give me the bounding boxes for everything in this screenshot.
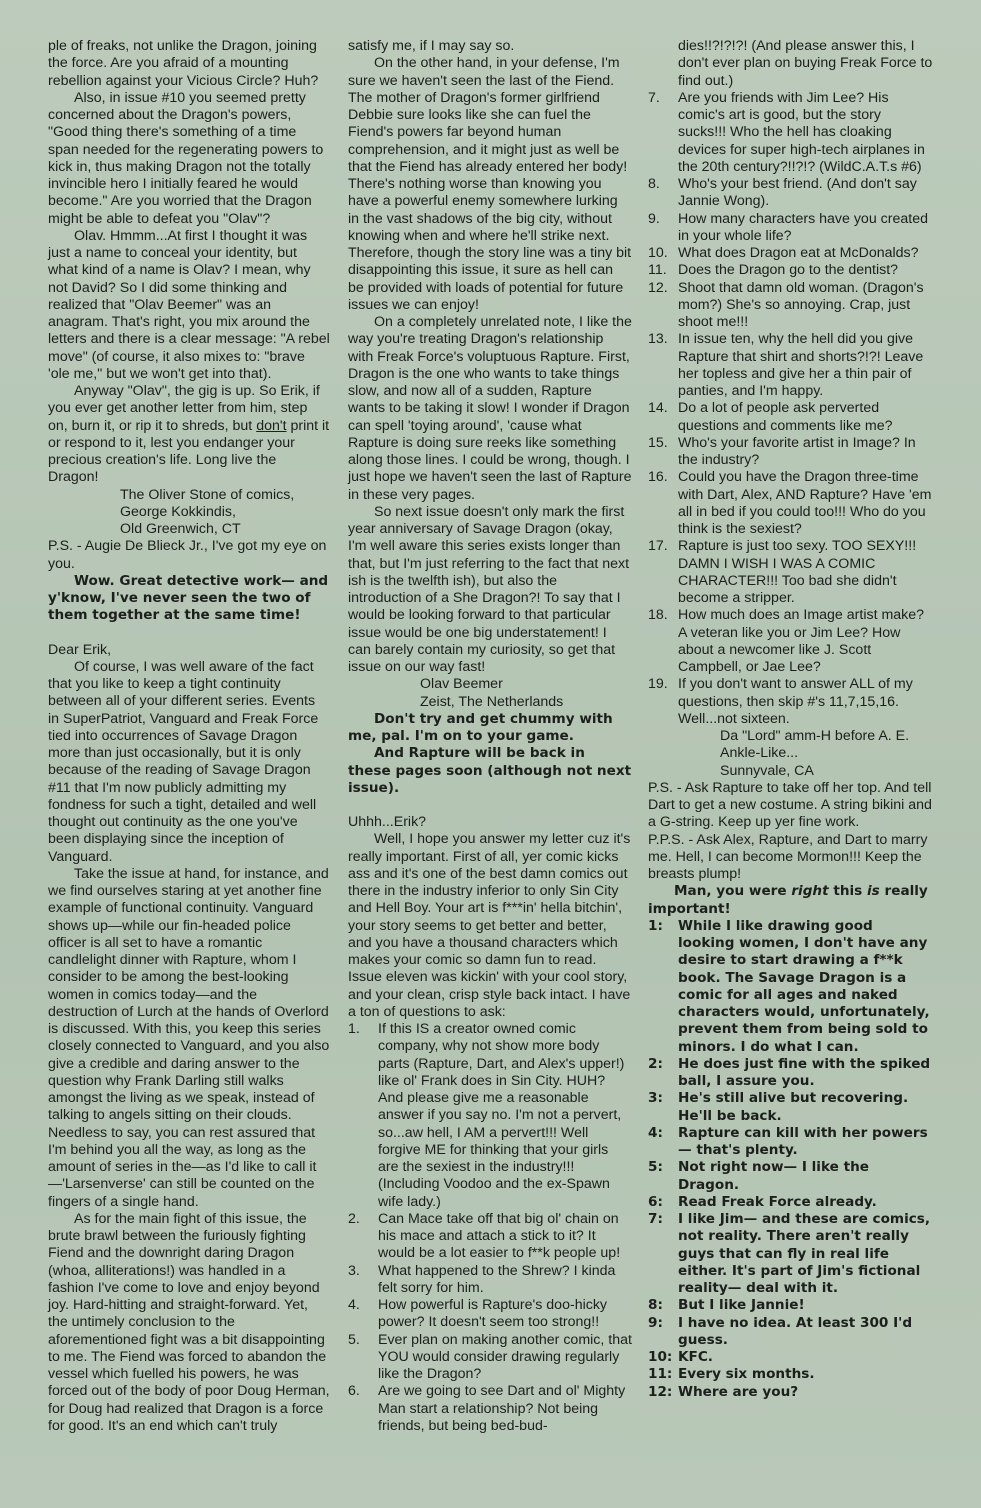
item-text: Read Freak Force already. <box>678 1193 877 1210</box>
item-number: 2: <box>648 1055 663 1072</box>
letter-paragraph: As for the main fight of this issue, the brute brawl between the furiously fighting Fiend and the downright daring Dragon (whoa, alliterations!) was handled in a fashion I've come to love and enjoy beyond joy. Hard-hitting and straight-forward. Yet, the untimely conclusion to the aforementioned fight was a bit disappointing to me. The Fiend was forced to abandon the vessel which fuelled his powers, he was forced out of the body of poor Doug Herman, for Doug had realized that Dragon is a force for good. It's an end which can't truly <box>48 1210 330 1434</box>
list-item <box>648 1159 933 1194</box>
list-item <box>648 90 933 176</box>
letter-paragraph <box>48 383 330 487</box>
list-item <box>648 280 933 332</box>
list-item <box>648 1211 933 1297</box>
list-item <box>648 676 933 728</box>
item-number: 6. <box>348 1383 360 1400</box>
letter-paragraph: Of course, I was well aware of the fact that you like to keep a tight continuity between all of your different series. Events in SuperPatriot, Vanguard and Freak Force tied into occurrences of Savage Dragon more than just occasionally, but it is only because of the reading of Savage Dragon #11 that I'm now publicly admitting my fondness for such a tight, detailed and well thought out continuity as the one you've been displaying since the inception of Vanguard. <box>48 658 319 865</box>
postscript: P.S. - Augie De Blieck Jr., I've got my eye on you. <box>48 538 327 572</box>
item-text: Every six months. <box>678 1366 815 1383</box>
text-run: this <box>833 883 863 900</box>
list-item <box>648 245 933 262</box>
item-text: But I like Jannie! <box>678 1297 805 1314</box>
item-text: How powerful is Rapture's doo-hicky power? It doesn't seem too strong!! <box>378 1297 608 1331</box>
signature-location: Zeist, The Netherlands <box>420 693 564 710</box>
list-item <box>648 918 933 1056</box>
item-text: Are we going to see Dart and ol' Mighty Man start a relationship? Not being friends, but being bed-bud- <box>378 1383 626 1434</box>
item-text: Rapture is just too sexy. TOO SEXY!!! DAMN I WISH I WAS A COMIC CHARACTER!!! Too bad she didn't become a stripper. <box>678 538 917 606</box>
list-item <box>348 1383 632 1435</box>
list-item <box>348 1297 632 1332</box>
item-number: 11: <box>648 1366 673 1383</box>
list-item <box>648 331 933 400</box>
letter-paragraph: So next issue doesn't only mark the first year anniversary of Savage Dragon (okay, I'm well aware this series exists longer than that, but I'm just referring to the fact that next ish is the twelfth ish), but also the introduction of a She Dragon?! To say that I would be looking forward to that particular issue would be one big understatement! I can barely contain my curiosity, so get that issue on our way fast! <box>348 503 630 675</box>
item-number: 11. <box>648 262 667 279</box>
item-text: Who's your best friend. (And don't say Jannie Wong). <box>678 176 917 210</box>
signature-line: Ankle-Like... <box>720 745 799 762</box>
question-list <box>348 1021 632 1435</box>
postscript: P.P.S. - Ask Alex, Rapture, and Dart to marry me. Hell, I can become Mormon!!! Keep the breasts plump! <box>648 831 928 882</box>
list-item <box>348 1332 632 1384</box>
item-text: While I like drawing good looking women, I don't have any desire to start drawing a f**k book. The Savage Dragon is a comic for all ages and naked characters would, unfortunately, prevent them from being sold to minors. I do what I can. <box>678 917 930 1055</box>
text-run: Anyway "Olav", the gig is up. So Erik, if you ever get another letter from him, step on, burn it, or rip it to shreds, but <box>48 383 320 434</box>
list-item <box>648 211 933 246</box>
list-item <box>648 1384 933 1401</box>
item-number: 7: <box>648 1211 663 1227</box>
item-number: 19. <box>648 676 668 693</box>
column-1 <box>48 38 330 1435</box>
item-number: 5: <box>648 1159 663 1176</box>
signature-line: The Oliver Stone of comics, <box>120 486 295 503</box>
item-number: 15. <box>648 434 668 451</box>
item-number: 10. <box>648 245 668 261</box>
item-number: 8: <box>648 1297 663 1314</box>
item-number: 9. <box>648 210 660 227</box>
list-item <box>648 1090 933 1125</box>
item-number: 9: <box>648 1314 663 1331</box>
answer-list <box>648 918 933 1401</box>
letter-paragraph: Take the issue at hand, for instance, and we find ourselves staring at yet another fine example of functional continuity. Vanguard shows up—while our fin-headed police officer is all set to have a romantic candlelight dinner with Rapture, whom I consider to be among the best-looking women in comics today—and the destruction of Lurch at the hands of Overlord is discussed. With this, you keep this series closely connected to Vanguard, and you also give a credible and daring answer to the question why Frank Darling still walks amongst the living as we speak, instead of talking to angels sitting on their clouds. Needless to say, you can rest assured that I'm behind you all the way, as long as the amount of series in the—as I'd like to call it—'Larsenverse' can still be counted on the fingers of a single hand. <box>48 865 330 1210</box>
item-number: 7. <box>648 89 660 106</box>
item-number: 18. <box>648 607 668 624</box>
underlined-word: don't <box>256 417 287 434</box>
letter-paragraph: Well, I hope you answer my letter cuz it's really important. First of all, yer comic kicks ass and it's one of the best damn comics out there in the industry inferior to only Sin City and Hell Boy. Your art is f***in' hella bitchin', your story seems to get better and better, and you have a thousand characters which makes your comic so damn fun to read. Issue eleven was kickin' with your cool story, and your clean, crisp style back intact. I have a ton of questions to ask: <box>348 831 631 1020</box>
item-number: 13. <box>648 331 668 348</box>
item-text: Do a lot of people ask perverted questions and comments like me? <box>678 400 893 434</box>
list-item <box>348 1211 632 1263</box>
list-item <box>648 1315 933 1350</box>
item-text: Where are you? <box>678 1383 799 1400</box>
item-text: I have no idea. At least 300 I'd guess. <box>678 1314 913 1348</box>
letter-paragraph: On the other hand, in your defense, I'm sure we haven't seen the last of the Fiend. The mother of Dragon's former girlfriend Debbie sure looks like she can fuel the Fiend's powers far beyond human comprehension, and it might just as well be that the Fiend has already entered her body! There's nothing worse than knowing you have a powerful enemy somewhere lurking in the vast shadows of the big city, without knowing when and where he'll strike next. Therefore, though the story line was a tiny bit disappointing this issue, it sure as hell can be provided with loads of potential for future issues we can enjoy! <box>348 55 632 313</box>
emphasis: right <box>791 883 829 900</box>
signature-location: Old Greenwich, CT <box>120 521 241 537</box>
list-item <box>648 1125 933 1160</box>
salutation: Uhhh...Erik? <box>348 814 427 830</box>
item-text: I like Jim— and these are comics, not reality. There aren't really guys that can fly in real life either. It's part of Jim's fictional reality— deal with it. <box>678 1211 931 1296</box>
text-run: really important! <box>648 883 928 917</box>
item-text: Are you friends with Jim Lee? His comic's art is good, but the story sucks!!! Who the hell has cloaking devices for super high-tech airplanes in the 20th century?!!?!? (WildC.A.T.s #6) <box>678 89 925 175</box>
editor-reply: Don't try and get chummy with me, pal. I'm on to your game. <box>348 710 613 744</box>
item-text: Does the Dragon go to the dentist? <box>678 262 899 279</box>
editor-reply: Wow. Great detective work— and y'know, I've never seen the two of them together at the same time! <box>48 572 329 624</box>
signature-name: George Kokkindis, <box>120 503 236 520</box>
editor-reply <box>648 883 933 918</box>
signature-location: Sunnyvale, CA <box>720 762 814 779</box>
item-text: He does just fine with the spiked ball, I assure you. <box>678 1055 931 1089</box>
item-number: 6: <box>648 1193 663 1210</box>
signature-line: Da "Lord" amm-H before A. E. <box>720 728 910 744</box>
item-number: 12: <box>648 1383 673 1400</box>
item-text: Not right now— I like the Dragon. <box>678 1159 869 1193</box>
list-item <box>348 1021 632 1211</box>
list-item <box>648 538 933 607</box>
item-text: In issue ten, why the hell did you give Rapture that shirt and shorts?!?! Leave her topless and give her a thin pair of panties, and I'm happy. <box>678 331 924 399</box>
item-number: 1. <box>348 1021 360 1037</box>
item-text: Shoot that damn old woman. (Dragon's mom?) She's so annoying. Crap, just shoot me!!! <box>678 279 924 330</box>
item-text: He's still alive but recovering. He'll be back. <box>678 1090 909 1124</box>
column-3 <box>648 38 933 1401</box>
item-text: Can Mace take off that big ol' chain on his mace and attach a stick to it? It would be a lot easier to f**k people up! <box>378 1210 621 1262</box>
item-number: 2. <box>348 1210 360 1227</box>
item-number: 12. <box>648 279 668 296</box>
item-text: What does Dragon eat at McDonalds? <box>678 245 919 261</box>
item-text: Who's your favorite artist in Image? In the industry? <box>678 434 916 468</box>
item-text: If you don't want to answer ALL of my questions, then skip #'s 11,7,15,16. Well...not sixteen. <box>678 676 913 727</box>
item-text: If this IS a creator owned comic company, why not show more body parts (Rapture, Dart, and Alex's upper!) like ol' Frank does in Sin City. HUH? And please give me a reasonable answer if you say no. I'm not a pervert, so...aw hell, I AM a pervert!!! Well forgive ME for thinking that your girls are the sexiest in the industry!!! (Including Voodoo and the ex-Spawn wife lady.) <box>378 1021 625 1210</box>
postscript: P.S. - Ask Rapture to take off her top. And tell Dart to get a new costume. A string bikini and a G-string. Keep up yer fine work. <box>648 779 932 831</box>
text-run: Man, you were <box>674 883 787 900</box>
list-item <box>648 607 933 676</box>
item-text: KFC. <box>678 1349 713 1365</box>
editor-reply: And Rapture will be back in these pages soon (although not next issue). <box>348 745 632 796</box>
item-number: 16. <box>648 469 668 486</box>
column-2 <box>348 38 632 1435</box>
letter-paragraph: ple of freaks, not unlike the Dragon, joining the force. Are you afraid of a mounting rebellion against your Vicious Circle? Huh? <box>48 38 319 89</box>
list-item <box>648 262 933 279</box>
item-text: How much does an Image artist make? A veteran like you or Jim Lee? How about a newcomer like J. Scott Campbell, or Jae Lee? <box>678 607 925 675</box>
item-text: Rapture can kill with her powers— that's plenty. <box>678 1124 928 1158</box>
item-text: How many characters have you created in your whole life? <box>678 210 928 244</box>
item-text: What happened to the Shrew? I kinda felt sorry for him. <box>378 1262 616 1296</box>
letter-paragraph: Olav. Hmmm...At first I thought it was just a name to conceal your identity, but what kind of a name is Olav? I mean, why not David? So I did some thinking and realized that "Olav Beemer" was an anagram. That's right, you mix around the letters and there is a clear message: "A rebel move" (of course, it also mixes to: "brave 'ole me," but we won't get into that). <box>48 227 330 382</box>
list-item <box>648 176 933 211</box>
list-item-continuation: dies!!?!?!?! (And please answer this, I don't ever plan on buying Freak Force to find out.) <box>678 38 933 89</box>
item-number: 10: <box>648 1349 673 1365</box>
text-run: print it or respond to it, lest you endanger your precious creation's life. Long live the Dragon! <box>48 417 330 486</box>
list-item <box>648 469 933 538</box>
list-item <box>648 1056 933 1091</box>
question-list <box>648 90 933 728</box>
item-number: 17. <box>648 538 668 555</box>
item-text: Could you have the Dragon three-time with Dart, Alex, AND Rapture? Have 'em all in bed if you could too!!! Who do you think is the sexiest? <box>678 469 932 537</box>
item-number: 4: <box>648 1124 663 1141</box>
emphasis: is <box>867 883 880 900</box>
letter-paragraph: Also, in issue #10 you seemed pretty concerned about the Dragon's powers, "Good thing there's something of a time span needed for the regenerating powers to kick in, thus making Dragon not the totally invincible hero I initially feared he would become." Are you worried that the Dragon might be able to defeat you "Olav"? <box>48 89 324 227</box>
item-number: 8. <box>648 176 660 192</box>
list-item <box>648 1349 933 1366</box>
item-number: 4. <box>348 1297 360 1313</box>
item-number: 1: <box>648 917 663 934</box>
item-number: 14. <box>648 400 668 417</box>
letter-paragraph: satisfy me, if I may say so. <box>348 38 515 54</box>
list-item <box>648 1194 933 1211</box>
item-number: 3. <box>348 1262 360 1279</box>
list-item <box>648 400 933 435</box>
item-number: 3: <box>648 1090 663 1107</box>
signature-name: Olav Beemer <box>420 676 503 693</box>
list-item <box>648 1366 933 1383</box>
salutation: Dear Erik, <box>48 641 112 658</box>
letter-paragraph: On a completely unrelated note, I like the way you're treating Dragon's relationship with Freak Force's voluptuous Rapture. First, Dragon is the one who wants to take things slow, and now all of a sudden, Rapture wants to be taking it slow! I wonder if Dragon can spell 'toying around', 'cause what Rapture is doing sure reeks like something along those lines. I could be wrong, though. I just hope we haven't seen the last of Rapture in these very pages. <box>348 314 632 503</box>
list-item <box>348 1263 632 1298</box>
item-number: 5. <box>348 1331 360 1348</box>
item-text: Ever plan on making another comic, that YOU would consider drawing regularly like the Dragon? <box>378 1331 632 1382</box>
list-item <box>648 435 933 470</box>
list-item <box>648 1297 933 1314</box>
